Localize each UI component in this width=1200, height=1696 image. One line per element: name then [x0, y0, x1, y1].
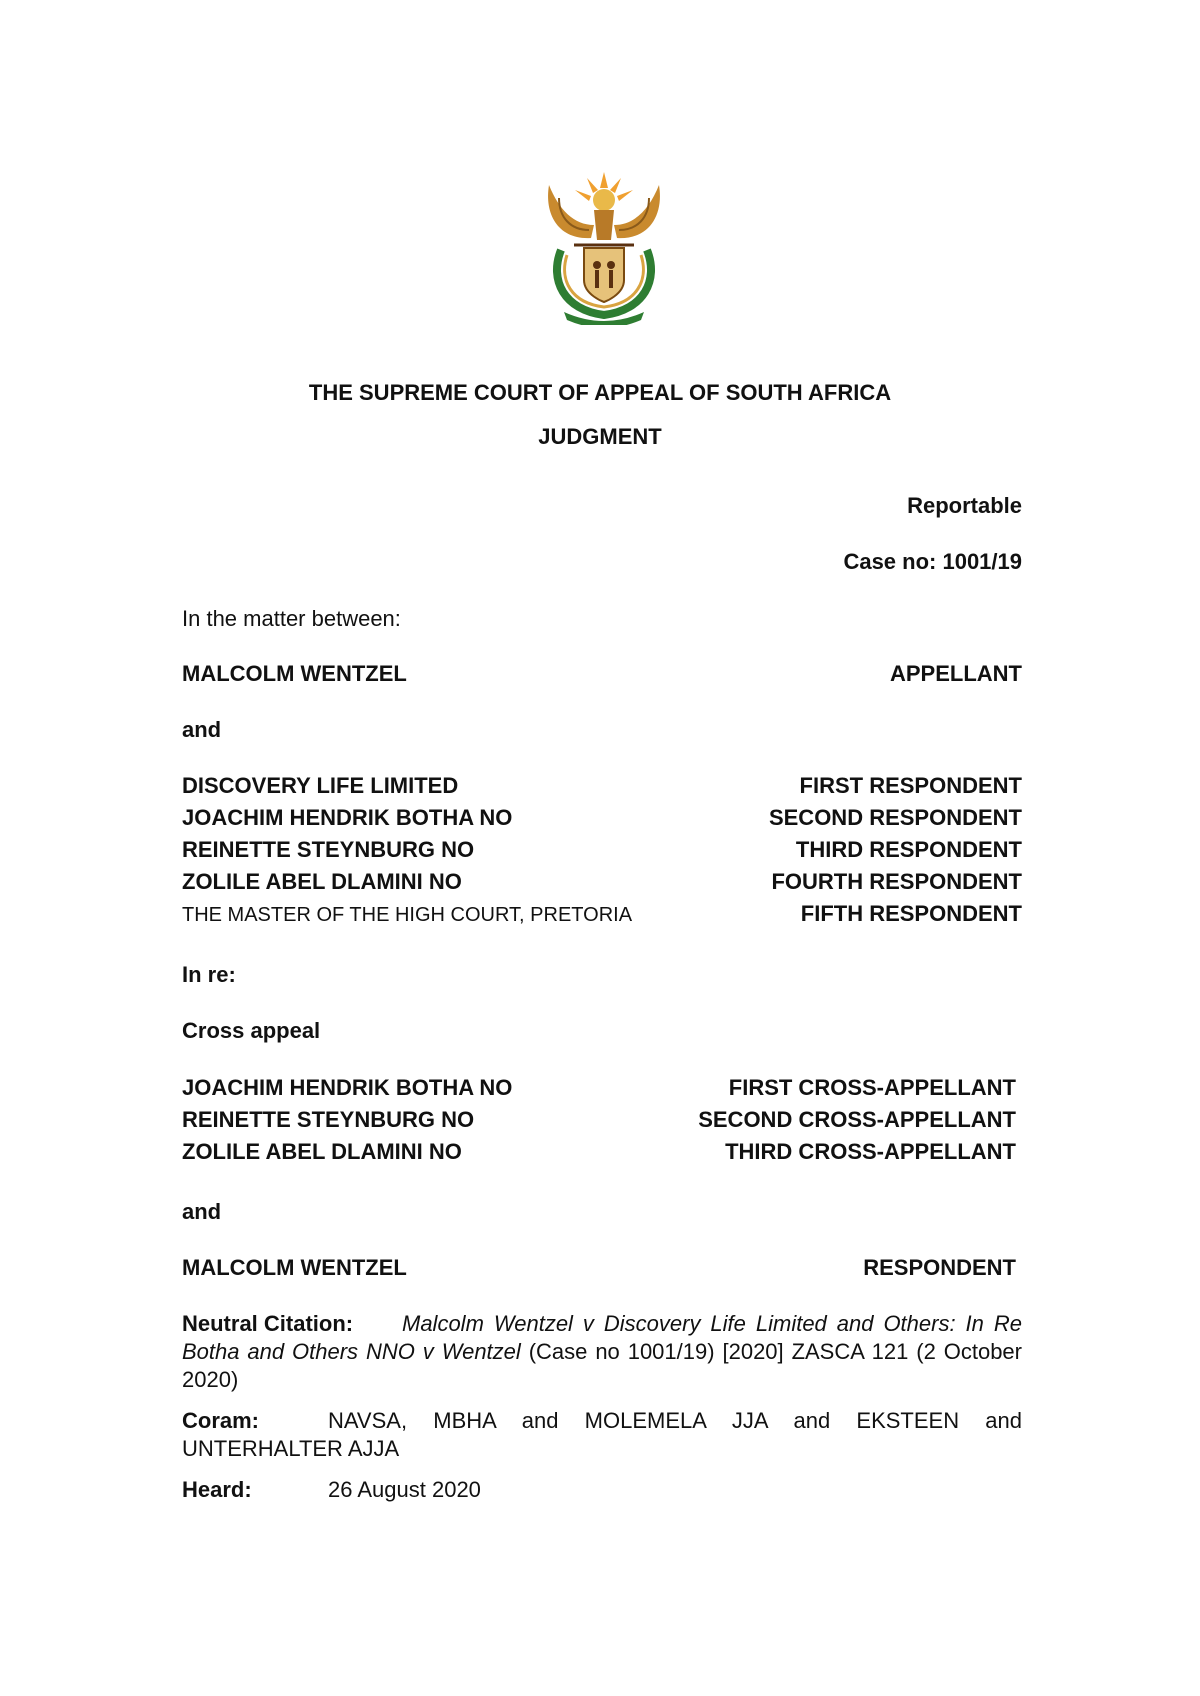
party-role: APPELLANT — [890, 661, 1022, 686]
respondent-row — [182, 868, 1022, 896]
party-name: REINETTE STEYNBURG NO — [182, 837, 475, 862]
in-re-label: In re: — [182, 962, 236, 987]
and-separator: and — [182, 1199, 222, 1224]
cross-appeal-label: Cross appeal — [182, 1018, 321, 1043]
reportable-label: Reportable — [907, 493, 1022, 518]
party-role: FIRST CROSS-APPELLANT — [728, 1075, 1016, 1100]
matter-intro: In the matter between: — [182, 606, 401, 631]
coram-label: Coram: — [182, 1408, 260, 1433]
appellant-row — [182, 660, 1022, 688]
party-role: SECOND RESPONDENT — [768, 805, 1022, 830]
and-separator: and — [182, 717, 222, 742]
coram-judges: NAVSA, MBHA and MOLEMELA JJA and EKSTEEN and UNTERHALTER AJJA — [182, 1408, 1022, 1461]
coat-of-arms-icon — [539, 170, 669, 325]
party-name: ZOLILE ABEL DLAMINI NO — [182, 1139, 462, 1164]
respondent-row — [182, 836, 1022, 864]
citation-case-title: Malcolm Wentzel v Discovery Life Limited and Others: In Re Botha and Others NNO v Wentzel — [182, 1311, 1022, 1364]
party-name: MALCOLM WENTZEL — [182, 1255, 407, 1280]
party-name: THE MASTER OF THE HIGH COURT, PRETORIA — [182, 904, 633, 926]
neutral-citation — [182, 1310, 1022, 1394]
respondent-row — [182, 772, 1022, 800]
party-role: FIFTH RESPONDENT — [800, 901, 1022, 926]
party-name: JOACHIM HENDRIK BOTHA NO — [182, 1075, 513, 1100]
cross-appellant-row — [182, 1106, 1022, 1134]
cross-appellant-row — [182, 1074, 1022, 1102]
party-name: REINETTE STEYNBURG NO — [182, 1107, 475, 1132]
citation-label: Neutral Citation: — [182, 1311, 354, 1336]
party-name: ZOLILE ABEL DLAMINI NO — [182, 869, 462, 894]
case-number: Case no: 1001/19 — [843, 549, 1022, 574]
party-name: DISCOVERY LIFE LIMITED — [182, 773, 459, 798]
party-role: SECOND CROSS-APPELLANT — [698, 1107, 1016, 1132]
party-name: MALCOLM WENTZEL — [182, 661, 407, 686]
cross-respondent-row — [182, 1254, 1022, 1282]
court-title: THE SUPREME COURT OF APPEAL OF SOUTH AFRICA — [308, 380, 892, 405]
document-type: JUDGMENT — [538, 424, 662, 449]
citation-reference: (Case no 1001/19) [2020] ZASCA 121 (2 October 2020) — [182, 1339, 1022, 1392]
cross-appellant-row — [182, 1138, 1022, 1166]
heard-date: 26 August 2020 — [328, 1477, 481, 1502]
heard-label: Heard: — [182, 1477, 252, 1502]
respondent-row — [182, 804, 1022, 832]
party-role: THIRD CROSS-APPELLANT — [725, 1139, 1016, 1164]
party-role: FIRST RESPONDENT — [799, 773, 1022, 798]
party-name: JOACHIM HENDRIK BOTHA NO — [182, 805, 513, 830]
party-role: RESPONDENT — [863, 1255, 1016, 1280]
party-role: THIRD RESPONDENT — [795, 837, 1022, 862]
party-role: FOURTH RESPONDENT — [771, 869, 1022, 894]
coram — [182, 1407, 1022, 1463]
heard — [182, 1476, 1022, 1504]
respondent-row — [182, 900, 1022, 929]
